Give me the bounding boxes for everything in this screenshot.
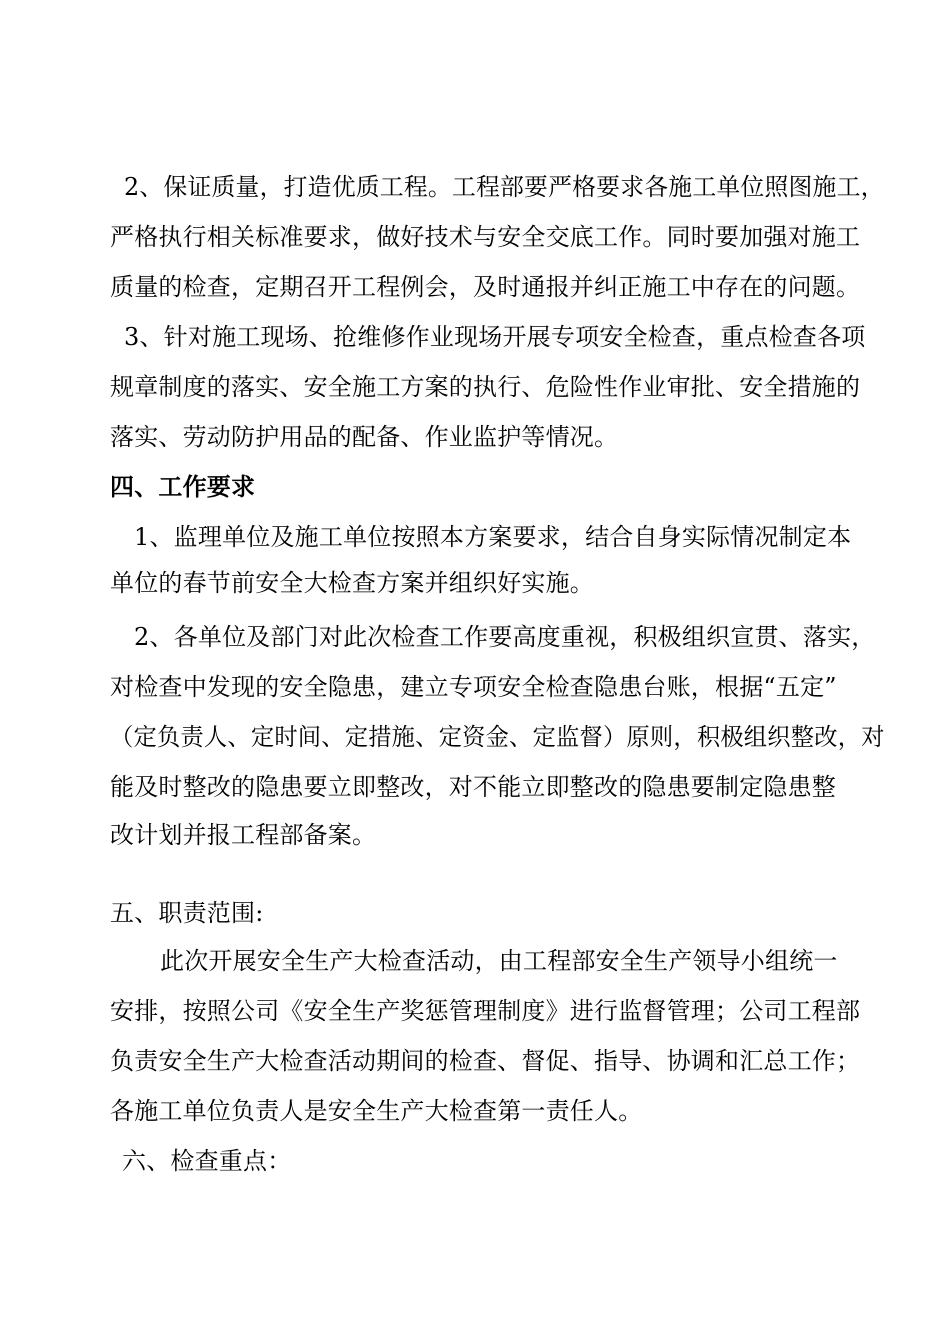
section4-item2-line5: 改计划并报工程部备案。 — [110, 821, 377, 849]
item3-line3: 落实、劳动防护用品的配备、作业监护等情况。 — [110, 423, 619, 451]
section4-item2-line2: 对检查中发现的安全隐患，建立专项安全检查隐患台账，根据“五定” — [110, 673, 837, 701]
section5-line3: 负责安全生产大检查活动期间的检查、督促、指导、协调和汇总工作； — [110, 1047, 861, 1075]
section4-item2-line3: （定负责人、定时间、定措施、定资金、定监督）原则，积极组织整改，对 — [110, 723, 885, 751]
section4-item1-line2: 单位的春节前安全大检查方案并组织好实施。 — [110, 569, 594, 597]
section5-line1: 此次开展安全生产大检查活动，由工程部安全生产领导小组统一 — [160, 947, 838, 975]
item2-line2: 严格执行相关标准要求，做好技术与安全交底工作。同时要加强对施工 — [110, 223, 861, 251]
item2-line1: 2、保证质量，打造优质工程。工程部要严格要求各施工单位照图施工， — [124, 173, 885, 201]
item2-line3: 质量的检查，定期召开工程例会，及时通报并纠正施工中存在的问题。 — [110, 273, 861, 301]
section4-item2-line1: 2、各单位及部门对此次检查工作要高度重视，积极组织宣贯、落实， — [134, 623, 876, 651]
section6-heading: 六、检查重点： — [122, 1147, 292, 1175]
item3-line1: 3、针对施工现场、抢维修作业现场开展专项安全检查，重点检查各项 — [124, 323, 866, 351]
section5-line4: 各施工单位负责人是安全生产大检查第一责任人。 — [110, 1097, 643, 1125]
section5-line2: 安排，按照公司《安全生产奖惩管理制度》进行监督管理；公司工程部 — [110, 997, 861, 1025]
item3-line2: 规章制度的落实、安全施工方案的执行、危险性作业审批、安全措施的 — [110, 373, 861, 401]
section4-item1-line1: 1、监理单位及施工单位按照本方案要求，结合自身实际情况制定本 — [134, 523, 852, 551]
section4-heading: 四、工作要求 — [110, 473, 256, 501]
section5-heading: 五、职责范围: — [110, 899, 264, 927]
section4-item2-line4: 能及时整改的隐患要立即整改，对不能立即整改的隐患要制定隐患整 — [110, 773, 836, 801]
